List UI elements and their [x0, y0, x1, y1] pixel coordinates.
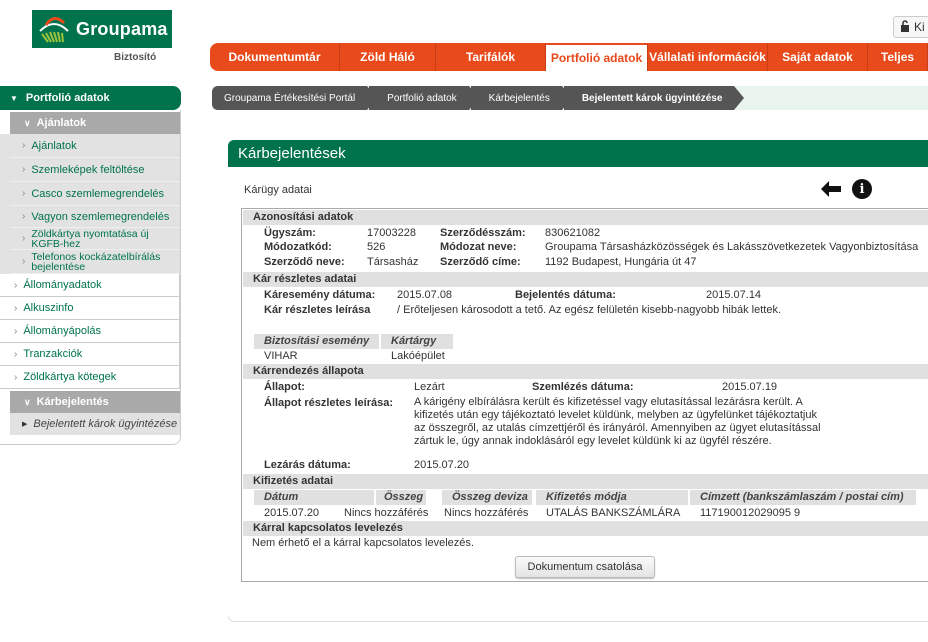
- kar-leiras-label: Kár részletes leírása: [264, 304, 371, 316]
- chevron-down-icon: ∨: [24, 117, 31, 128]
- sidebar-item-label: Casco szemlemegrendelés: [31, 187, 165, 200]
- brand-name: Groupama: [76, 18, 168, 39]
- sidebar: [0, 86, 181, 445]
- payment-method: UTALÁS BANKSZÁMLÁRA: [546, 507, 681, 519]
- sidebar-item-label: Ajánlatok: [31, 139, 77, 152]
- logout-label: Ki: [914, 20, 925, 34]
- event-value: VIHAR: [264, 350, 298, 362]
- item-value: Lakóépület: [391, 350, 445, 362]
- letters-text: Nem érhető el a kárral kapcsolatos levelezés.: [252, 537, 474, 549]
- szerzodo-cim-label: Szerződő címe:: [440, 256, 521, 268]
- sidebar-item-casco[interactable]: [10, 182, 180, 206]
- breadcrumb-item-portal[interactable]: Groupama Értékesítési Portál: [212, 86, 367, 110]
- event-header: Biztosítási esemény: [254, 334, 379, 349]
- chevron-right-icon: ›: [14, 325, 18, 337]
- breadcrumb: [212, 86, 928, 110]
- chevron-right-icon: ›: [22, 232, 26, 244]
- szerzodo-nev-label: Szerződő neve:: [264, 256, 345, 268]
- back-arrow-icon[interactable]: [820, 180, 842, 198]
- payment-header-amount: Összeg: [376, 490, 426, 505]
- groupama-logo[interactable]: [32, 10, 172, 48]
- nav-tab-dokumentumtar[interactable]: Dokumentumtár: [210, 43, 340, 71]
- nav-tab-sajat-adatok[interactable]: Saját adatok: [768, 43, 868, 71]
- chevron-right-icon: ›: [22, 211, 26, 222]
- section-header-status: Kárrendezés állapota: [243, 364, 928, 379]
- logo-mark-icon: [38, 15, 70, 43]
- case-label: Kárügy adatai: [244, 184, 312, 196]
- modozat-nev-label: Módozat neve:: [440, 241, 517, 253]
- section-header-payment: Kifizetés adatai: [243, 474, 928, 489]
- info-icon[interactable]: i: [852, 179, 872, 199]
- szerzodo-nev-value: Társasház: [367, 256, 419, 268]
- sidebar-bottom: [0, 435, 181, 445]
- kar-leiras-value: / Erőteljesen károsodott a tető. Az egész felületén kisebb-nagyobb hibák lettek.: [397, 304, 782, 316]
- triangle-right-icon: ▶: [22, 421, 28, 428]
- sidebar-head[interactable]: [0, 86, 181, 110]
- sidebar-group-karbejelentes[interactable]: [10, 391, 180, 413]
- sidebar-item-zoldkartya[interactable]: [10, 228, 180, 250]
- payment-header-date: Dátum: [254, 490, 374, 505]
- sidebar-item-alkuszinfo[interactable]: [0, 297, 180, 320]
- payment-header-method: Kifizetés módja: [536, 490, 688, 505]
- chevron-right-icon: ›: [14, 302, 18, 314]
- bejelentes-value: 2015.07.14: [706, 289, 762, 301]
- modozatkod-label: Módozatkód:: [264, 241, 332, 253]
- sidebar-item-vagyon[interactable]: [10, 206, 180, 228]
- allapot-value: Lezárt: [414, 381, 445, 393]
- szemle-value: 2015.07.19: [722, 381, 778, 393]
- reszletes-value: A kárigény elbírálásra került és kifizetéssel vagy elutasítással lezárásra került. A kifizetés után egy tájékoztató levelet küldünk, melyben az ügyfelünket tájékoztatjuk az összegről, az utalás címzettjéről és irányáról. Amennyiben az ügyet elutasítással zártuk le, úgy annak indoklásáról egy levelet küldünk ki az ügyfél részére.: [414, 396, 821, 447]
- chevron-right-icon: ›: [14, 348, 18, 360]
- breadcrumb-item-portfolio[interactable]: Portfolió adatok: [369, 86, 469, 110]
- lezaras-label: Lezárás dátuma:: [264, 459, 351, 471]
- payment-currency: Nincs hozzáférés: [444, 507, 529, 519]
- payment-header-recipient: Címzett (bankszámlaszám / postai cím): [690, 490, 916, 505]
- nav-tab-zold-halo[interactable]: Zöld Háló: [340, 43, 436, 71]
- karesemeny-value: 2015.07.08: [397, 289, 453, 301]
- szerzodesszam-label: Szerződésszám:: [440, 227, 526, 239]
- sidebar-head-label: Portfolió adatok: [25, 92, 110, 104]
- chevron-right-icon: ›: [14, 279, 18, 291]
- chevron-right-icon: ›: [22, 140, 26, 151]
- sidebar-item-ajanlatok[interactable]: [10, 134, 180, 158]
- payment-date: 2015.07.20: [264, 507, 320, 519]
- triangle-down-icon: ▼: [10, 93, 18, 103]
- szerzodesszam-value: 830621082: [545, 227, 601, 239]
- nav-tab-tarifalok[interactable]: Tarifálók: [436, 43, 546, 71]
- szemle-label: Szemlézés dátuma:: [532, 381, 634, 393]
- sidebar-item-telefonos[interactable]: [10, 250, 180, 274]
- logout-button[interactable]: [893, 16, 928, 38]
- modozatkod-value: 526: [367, 241, 386, 253]
- sidebar-item-label: Telefonos kockázatelbírálás bejelentése: [31, 250, 161, 273]
- breadcrumb-item-current: Bejelentett károk ügyintézése: [564, 86, 735, 110]
- chevron-down-icon: ∨: [24, 396, 31, 407]
- section-header-letters: Kárral kapcsolatos levelezés: [243, 521, 928, 536]
- main-nav: [210, 43, 928, 71]
- allapot-label: Állapot:: [264, 381, 305, 393]
- nav-tab-portfolio-adatok[interactable]: Portfolió adatok: [546, 43, 648, 71]
- sidebar-group-label: Kárbejelentés: [36, 396, 109, 408]
- section-header-ids: Azonosítási adatok: [243, 210, 928, 225]
- szerzodo-cim-value: 1192 Budapest, Hungária út 47: [545, 256, 697, 268]
- sidebar-item-label: Állományápolás: [23, 325, 101, 337]
- sidebar-item-label: Vagyon szemlemegrendelés: [31, 210, 170, 223]
- reszletes-label: Állapot részletes leírása:: [264, 397, 394, 409]
- sidebar-item-label: Állományadatok: [23, 279, 102, 291]
- sidebar-item-label: Bejelentett károk ügyintézése: [33, 418, 178, 430]
- sidebar-item-label: Szemleképek feltöltése: [31, 163, 145, 176]
- sidebar-item-label: Zöldkártya nyomtatása új KGFB-hez: [31, 227, 149, 250]
- bejelentes-label: Bejelentés dátuma:: [515, 289, 616, 301]
- sidebar-item-szemlekepek[interactable]: [10, 158, 180, 182]
- brand-subtitle: Biztosító: [114, 52, 157, 63]
- payment-header-currency: Összeg deviza: [442, 490, 532, 505]
- breadcrumb-item-karbejelentes[interactable]: Kárbejelentés: [471, 86, 562, 110]
- sidebar-item-tranzakciok[interactable]: [0, 343, 180, 366]
- section-header-claim: Kár részletes adatai: [243, 272, 928, 287]
- sidebar-item-allomanyadatok[interactable]: [0, 274, 180, 297]
- sidebar-item-label: Alkuszinfo: [23, 302, 74, 314]
- sidebar-group-label: Ajánlatok: [36, 117, 87, 129]
- claim-details: [241, 208, 928, 582]
- chevron-right-icon: ›: [22, 255, 26, 267]
- sidebar-item-bejelentett-karok[interactable]: [10, 413, 180, 435]
- sidebar-group-ajanlatok[interactable]: [10, 112, 180, 134]
- ugyszam-value: 17003228: [367, 227, 416, 239]
- karesemeny-label: Káresemény dátuma:: [264, 289, 376, 301]
- sidebar-item-label: Tranzakciók: [23, 348, 83, 360]
- nav-tab-teljes[interactable]: Teljes: [868, 43, 928, 71]
- sidebar-item-label: Zöldkártya kötegek: [23, 371, 117, 383]
- nav-tab-vallalati-informaciok[interactable]: Vállalati információk: [648, 43, 768, 71]
- lezaras-value: 2015.07.20: [414, 459, 470, 471]
- payment-recipient: 117190012029095 9: [700, 507, 801, 519]
- attach-document-button[interactable]: Dokumentum csatolása: [515, 556, 655, 578]
- sidebar-item-zoldkartya-kotegek[interactable]: [0, 366, 180, 389]
- chevron-right-icon: ›: [22, 188, 26, 199]
- page-title: Kárbejelentések: [228, 140, 928, 167]
- ugyszam-label: Ügyszám:: [264, 227, 316, 239]
- lock-icon: [900, 20, 910, 35]
- chevron-right-icon: ›: [14, 371, 18, 383]
- chevron-right-icon: ›: [22, 164, 26, 175]
- sidebar-item-allomanyapolas[interactable]: [0, 320, 180, 343]
- item-header: Kártárgy: [381, 334, 453, 349]
- modozat-nev-value: Groupama Társasházközösségek és Lakásszövetkezetek Vagyonbiztosítása: [545, 241, 919, 253]
- payment-amount: Nincs hozzáférés: [344, 507, 429, 519]
- content-bottom-rule: [228, 616, 928, 622]
